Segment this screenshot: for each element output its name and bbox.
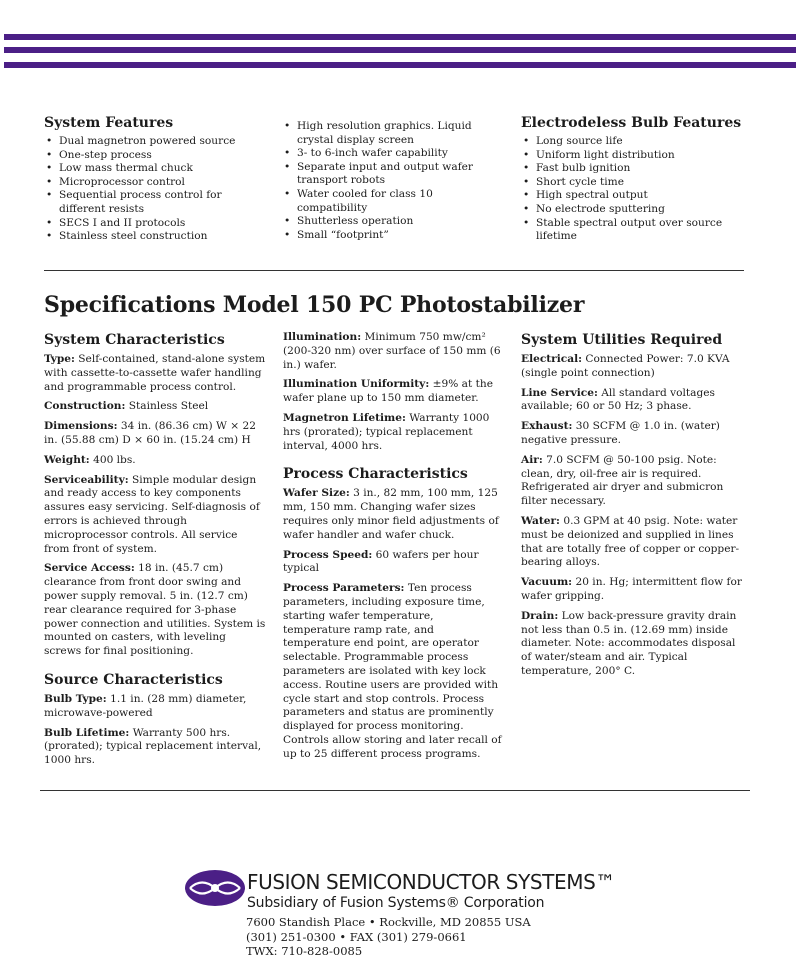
header-stripe-middle bbox=[4, 47, 796, 53]
spec-process-speed: Process Speed: 60 wafers per hour typical bbox=[283, 548, 479, 575]
system-features bbox=[44, 114, 262, 244]
list-item: • High spectral output bbox=[521, 189, 746, 203]
spec-exhaust: Exhaust: 30 SCFM @ 1.0 in. (water) negative pressure. bbox=[521, 420, 720, 446]
source-characteristics-title: Source Characteristics bbox=[44, 671, 223, 688]
list-item: • 3- to 6-inch wafer capability bbox=[282, 147, 487, 161]
section-divider-bottom bbox=[40, 790, 750, 791]
specs-column-3 bbox=[521, 331, 743, 685]
company-name: FUSION SEMICONDUCTOR SYSTEMS™ bbox=[247, 870, 615, 894]
list-item: • Water cooled for class 10 compatibility bbox=[282, 188, 487, 215]
spec-illumination: Illumination: Minimum 750 mw/cm² (200-320 nm) over surface of 150 mm (6 in.) wafer. bbox=[283, 331, 501, 371]
bulb-features-list bbox=[521, 135, 746, 244]
list-item: • Stable spectral output over source lifetime bbox=[521, 217, 746, 244]
list-item: • SECS I and II protocols bbox=[44, 217, 262, 231]
list-item: • Stainless steel construction bbox=[44, 230, 262, 244]
spec-bulb-type: Bulb Type: 1.1 in. (28 mm) diameter, microwave-powered bbox=[44, 692, 247, 719]
spec-air: Air: 7.0 SCFM @ 50-100 psig. Note: clean, dry, oil-free air is required. Refrigerated air dryer and submicron filter necessary. bbox=[521, 453, 724, 508]
spec-drain: Drain: Low back-pressure gravity drain not less than 0.5 in. (12.69 mm) inside diameter. Note: accommodates disposal of water/steam and air. Typical temperature, 200° C. bbox=[521, 609, 737, 677]
spec-illumination-uniformity: Illumination Uniformity: ±9% at the wafer plane up to 150 mm diameter. bbox=[283, 378, 493, 405]
spec-dimensions: Dimensions: 34 in. (86.36 cm) W × 22 in. (55.88 cm) D × 60 in. (15.24 cm) H bbox=[44, 420, 256, 446]
system-features-list bbox=[44, 135, 262, 244]
more-system-features bbox=[282, 120, 487, 242]
list-item: • Separate input and output wafer transport robots bbox=[282, 161, 487, 188]
header-stripe-bottom bbox=[4, 62, 796, 68]
list-item: • No electrode sputtering bbox=[521, 203, 746, 217]
spec-line-service: Line Service: All standard voltages available; 60 or 50 Hz; 3 phase. bbox=[521, 386, 715, 413]
company-address: 7600 Standish Place • Rockville, MD 20855 USA bbox=[246, 915, 531, 929]
section-divider-top bbox=[44, 270, 744, 271]
spec-electrical: Electrical: Connected Power: 7.0 KVA (single point connection) bbox=[521, 353, 730, 379]
spec-type: Type: Self-contained, stand-alone system with cassette-to-cassette wafer handling and programmable process control. bbox=[44, 353, 266, 393]
list-item: • Low mass thermal chuck bbox=[44, 162, 262, 176]
spec-service-access: Service Access: 18 in. (45.7 cm) clearance from front door swing and power supply removal. 5 in. (12.7 cm) rear clearance required for 3-phase power connection and utilities. System is mounted on casters, with leveling screws for final positioning. bbox=[44, 562, 266, 658]
specs-column-2 bbox=[283, 331, 503, 768]
system-characteristics-title: System Characteristics bbox=[44, 332, 225, 348]
header-stripe-top bbox=[4, 34, 796, 40]
list-item: • Short cycle time bbox=[521, 176, 746, 190]
spec-bulb-lifetime: Bulb Lifetime: Warranty 500 hrs. (prorated); typical replacement interval, 1000 hrs. bbox=[44, 726, 262, 767]
spec-magnetron-lifetime: Magnetron Lifetime: Warranty 1000 hrs (prorated); typical replacement interval, 4000 hrs. bbox=[283, 411, 490, 452]
spec-weight: Weight: 400 lbs. bbox=[44, 453, 136, 466]
system-utilities-title: System Utilities Required bbox=[521, 332, 723, 348]
list-item: • Dual magnetron powered source bbox=[44, 135, 262, 149]
company-subsidiary: Subsidiary of Fusion Systems® Corporation bbox=[247, 895, 545, 911]
bulb-features bbox=[521, 114, 746, 244]
spec-serviceability: Serviceability: Simple modular design and ready access to key components assures easy servicing. Self-diagnosis of errors is achieved through microprocessor controls. All service from front of system. bbox=[44, 473, 260, 555]
list-item: • Fast bulb ignition bbox=[521, 162, 746, 176]
spec-process-parameters: Process Parameters: Ten process parameters, including exposure time, starting wafer temperature, temperature ramp rate, and temperature end point, are operator selectable. Programmable process parameters are isolated with key lock access. Routine users are provided with cycle start and stop controls. Process parameters and status are prominently displayed for process monitoring. Controls allow storing and later recall of up to 25 different process programs. bbox=[283, 582, 502, 760]
page-title: Specifications Model 150 PC Photostabilizer bbox=[44, 292, 585, 318]
spec-construction: Construction: Stainless Steel bbox=[44, 400, 209, 413]
spec-wafer-size: Wafer Size: 3 in., 82 mm, 100 mm, 125 mm, 150 mm. Changing wafer sizes requires only minor field adjustments of wafer handler and wafer chuck. bbox=[283, 487, 499, 541]
list-item: • Small “footprint” bbox=[282, 229, 487, 243]
bulb-features-title: Electrodeless Bulb Features bbox=[521, 115, 742, 131]
list-item: • Shutterless operation bbox=[282, 215, 487, 229]
list-item: • Long source life bbox=[521, 135, 746, 149]
company-phone: (301) 251-0300 • FAX (301) 279-0661 bbox=[246, 929, 467, 944]
list-item: • Microprocessor control bbox=[44, 176, 262, 190]
process-characteristics-title: Process Characteristics bbox=[283, 466, 468, 483]
list-item: • One-step process bbox=[44, 149, 262, 163]
system-features-title: System Features bbox=[44, 115, 174, 131]
company-address-block bbox=[246, 915, 531, 959]
list-item: • High resolution graphics. Liquid crystal display screen bbox=[282, 120, 487, 147]
fusion-logo-icon bbox=[184, 869, 246, 907]
list-item: • Uniform light distribution bbox=[521, 149, 746, 163]
list-item: • Sequential process control for different resists bbox=[44, 189, 262, 216]
specs-column-1 bbox=[44, 331, 266, 774]
spec-vacuum: Vacuum: 20 in. Hg; intermittent flow for wafer gripping. bbox=[521, 576, 742, 602]
more-system-features-list bbox=[282, 120, 487, 242]
company-twx: TWX: 710-828-0085 bbox=[246, 944, 363, 958]
spec-water: Water: 0.3 GPM at 40 psig. Note: water must be deionized and supplied in lines that are totally free of copper or copper-bearing alloys. bbox=[521, 514, 740, 569]
